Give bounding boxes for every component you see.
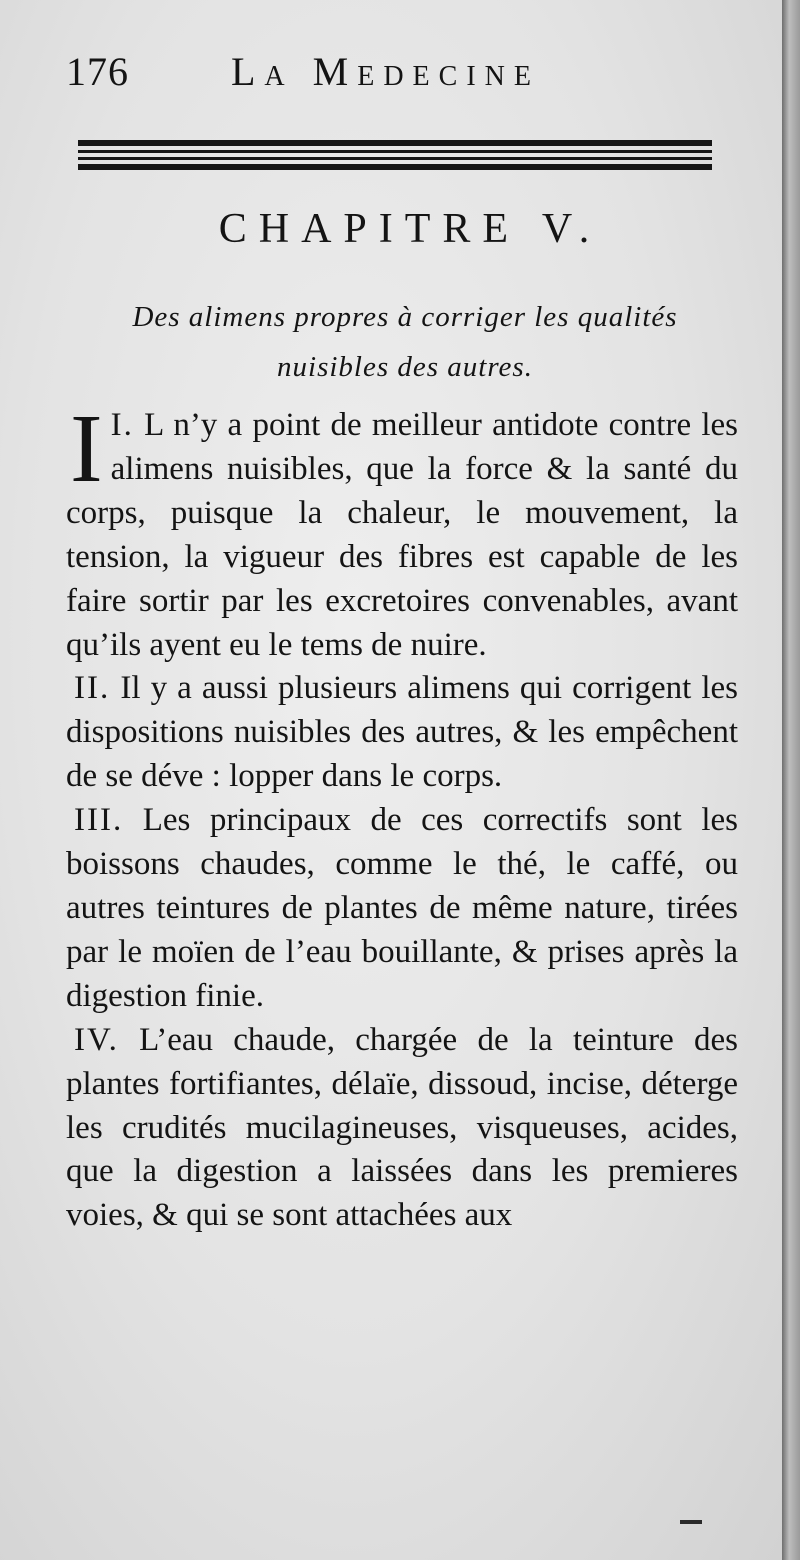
printer-mark [680,1520,702,1524]
page-edge [782,0,800,1560]
section-number: I. [110,407,134,443]
chapter-subtitle [60,292,750,392]
chapter-subtitle-line: Des alimens propres à corriger les qualités [132,301,678,333]
paragraph [66,1019,738,1239]
paragraph [66,395,739,667]
body-text [66,395,739,1238]
ornamental-rule [78,157,712,160]
paragraph [66,667,738,799]
chapter-heading: CHAPITRE V. [218,206,602,252]
paragraph [66,799,738,1019]
section-number: II. [74,670,111,707]
page-number: 176 [66,49,129,94]
section-number: IV. [74,1021,119,1058]
running-head [66,48,726,98]
paragraph-text: L’eau chaude, chargée de la teinture des plantes fortifiantes, délaïe, dissoud, incise, déterge les crudités mucilagineuses, visqueuses, acides, que la digestion a laissées dans les premieres voies, & qui se sont attachées aux [66,1021,738,1234]
ornamental-rule [78,140,712,146]
paragraph-text: L n’y a point de meilleur antidote contre les alimens nuisibles, que la force & la santé du corps, puisque la chaleur, le mouvement, la tension, la vigueur des fibres est capable de les faire sortir par les excretoires convenables, avant qu’ils ayent eu le tems de nuire. [66,407,739,663]
paragraph-text: Les principaux de ces correctifs sont les boissons chaudes, comme le thé, le caffé, ou autres teintures de plantes de même nature, tirées par le moïen de l’eau bouillante, & prises après la digestion finie. [66,802,738,1014]
ornamental-rule [78,164,712,170]
ornamental-rule [78,150,712,153]
running-title: La Medecine [231,49,540,94]
chapter-subtitle-line: nuisibles des autres. [277,351,533,383]
section-number: III. [74,802,124,839]
paragraph-text: Il y a aussi plusieurs alimens qui corrigent les dispositions nuisibles des autres, & les empêchent de se déve : lopper dans le corps. [66,670,739,795]
drop-cap: I [70,395,103,503]
